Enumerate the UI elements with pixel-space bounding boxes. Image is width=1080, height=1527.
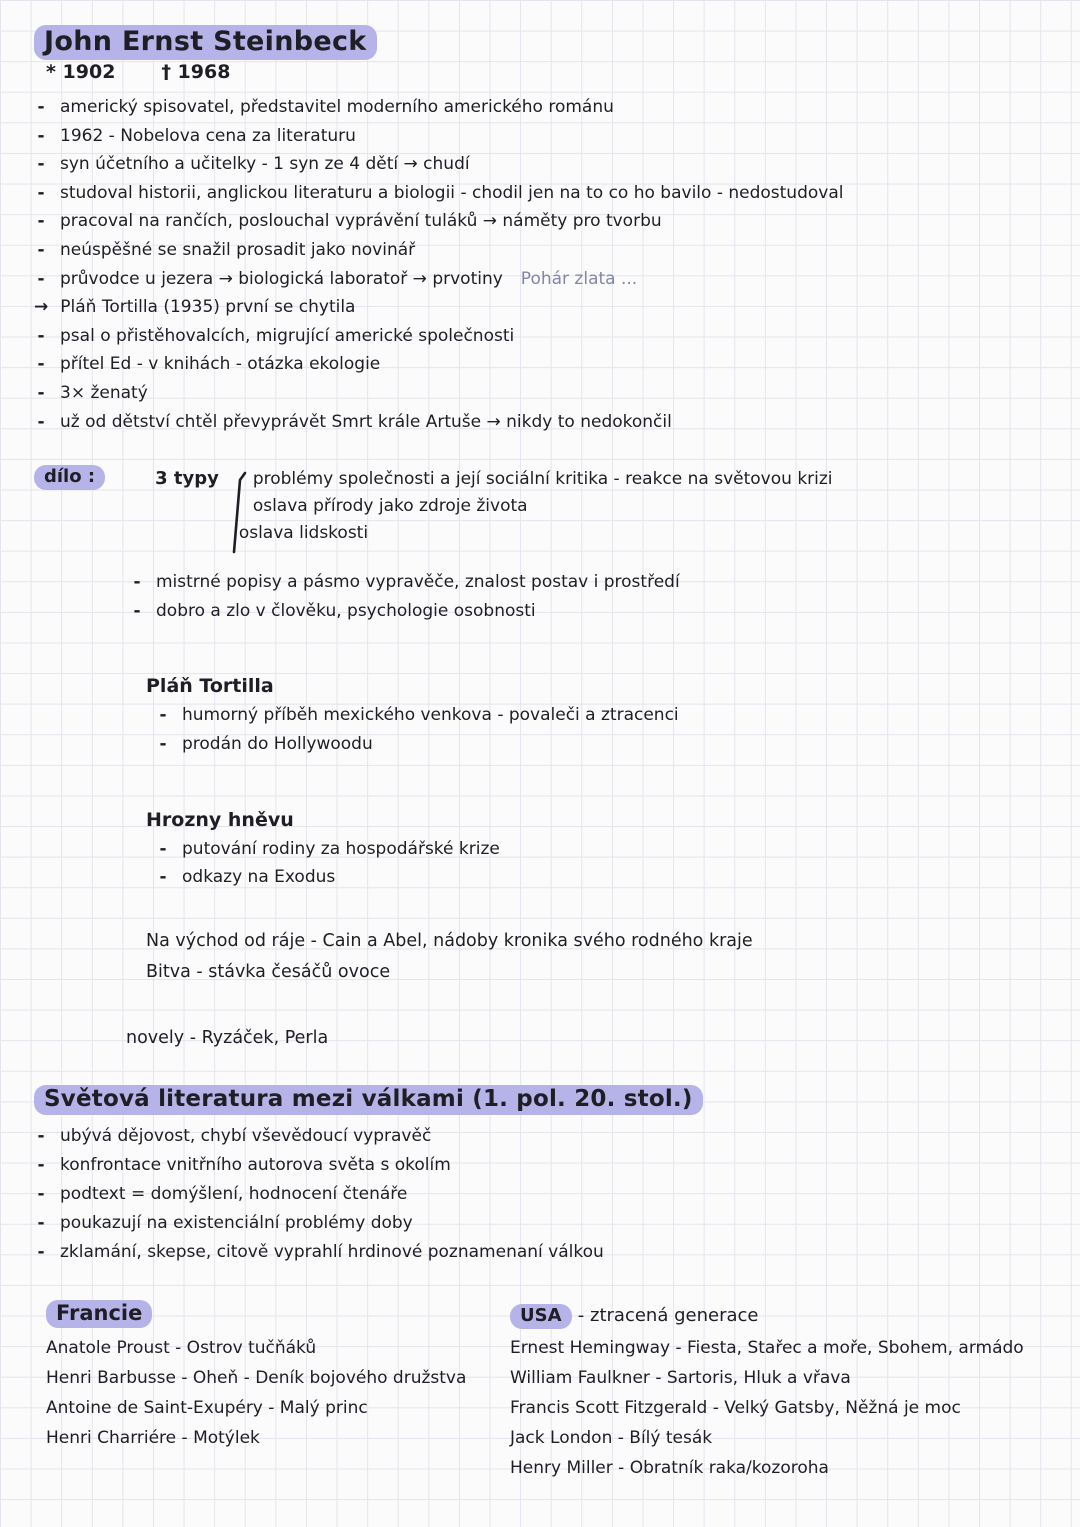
note-text: psal o přistěhovalcích, migrující americké společnosti [60, 325, 515, 346]
note-line [34, 1122, 1050, 1151]
bullet-dash: - [37, 154, 45, 175]
bullet-dash: - [37, 411, 45, 432]
steinbeck-facts-list [34, 93, 1050, 436]
usa-column [510, 1301, 1050, 1483]
note-text: mistrné popisy a pásmo vypravěče, znalost postav i prostředí [156, 572, 680, 593]
note-line [130, 597, 1050, 626]
heading-highlight: Francie [46, 1300, 152, 1328]
bullet-dash: - [37, 268, 45, 289]
dilo-notes-list [130, 568, 1050, 625]
note-line [34, 1180, 1050, 1209]
note-line [34, 1238, 1050, 1267]
bullet-dash: - [37, 325, 45, 346]
bullet-dash: - [37, 1125, 45, 1146]
work-plan-tortilla [146, 671, 1050, 758]
title-highlight: John Ernst Steinbeck [34, 25, 377, 60]
note-line [156, 835, 1050, 864]
death-year: † 1968 [161, 61, 231, 83]
dilo-type [239, 520, 833, 547]
note-text: Pláň Tortilla (1935) první se chytila [60, 297, 356, 318]
france-column [34, 1301, 510, 1483]
heading-highlight: Světová literatura mezi válkami (1. pol. 20. stol.) [34, 1085, 703, 1115]
note-text: syn účetního a učitelky - 1 syn ze 4 dětí → chudí [60, 154, 470, 175]
author-line: Anatole Proust - Ostrov tučňáků [46, 1337, 317, 1358]
note-line [34, 379, 1050, 408]
usa-heading [510, 1301, 1050, 1331]
world-points-list [34, 1122, 1050, 1267]
note-line [34, 265, 1050, 294]
heading-highlight: USA [510, 1304, 572, 1329]
note-text: už od dětství chtěl převyprávět Smrt krále Artuše → nikdy to nedokončil [60, 411, 672, 432]
note-text: Bitva - stávka česáčů ovoce [146, 961, 391, 982]
bullet-dash: - [37, 1183, 45, 1204]
note-line [156, 863, 1050, 892]
dilo-intro: 3 typy [155, 468, 219, 490]
note-text: 1962 - Nobelova cena za literaturu [60, 125, 356, 146]
note-text: Na východ od ráje - Cain a Abel, nádoby kronika svého rodného kraje [146, 930, 753, 951]
note-line [34, 150, 1050, 179]
bullet-dash: - [37, 1154, 45, 1175]
bullet-dash: - [159, 705, 167, 726]
bullet-arrow-icon: → [34, 297, 49, 318]
bullet-dash: - [159, 867, 167, 888]
dilo-section [34, 466, 1050, 554]
bullet-dash: - [159, 733, 167, 754]
dilo-types-list [238, 466, 833, 547]
author-line: Antoine de Saint-Exupéry - Malý princ [46, 1397, 368, 1418]
note-text: neúspěšné se snažil prosadit jako novinář [60, 239, 416, 260]
note-line [34, 1209, 1050, 1238]
note-text: přítel Ed - v knihách - otázka ekologie [60, 354, 381, 375]
bullet-dash: - [133, 572, 141, 593]
note-line [34, 207, 1050, 236]
bullet-dash: - [133, 600, 141, 621]
world-literature-heading [34, 1086, 1050, 1112]
note-line [34, 236, 1050, 265]
novely-line: novely - Ryzáček, Perla [126, 1027, 329, 1048]
author-line: Ernest Hemingway - Fiesta, Stařec a moře, Sbohem, armádo [510, 1337, 1024, 1358]
note-text: odkazy na Exodus [182, 867, 336, 888]
accent-note-pohar-zlata: Pohár zlata ... [520, 268, 638, 289]
note-line [34, 122, 1050, 151]
work-title: Pláň Tortilla [146, 675, 274, 698]
bullet-dash: - [37, 125, 45, 146]
dilo-highlight: dílo : [34, 465, 105, 490]
note-text: putování rodiny za hospodářské krize [182, 838, 500, 859]
france-heading [46, 1301, 510, 1325]
note-line [156, 701, 1050, 730]
bullet-dash: - [37, 239, 45, 260]
bullet-dash: - [37, 182, 45, 203]
other-works [146, 926, 1050, 988]
note-text: dobro a zlo v člověku, psychologie osobnosti [156, 600, 536, 621]
note-text: konfrontace vnitřního autorova světa s okolím [60, 1154, 451, 1175]
author-line: William Faulkner - Sartoris, Hluk a vřava [510, 1367, 851, 1388]
work-title: Hrozny hněvu [146, 808, 294, 831]
note-text: studoval historii, anglickou literaturu a biologii - chodil jen na to co ho bavilo - nedostudoval [60, 182, 844, 203]
bullet-dash: - [37, 1212, 45, 1233]
note-text: zklamání, skepse, citově vyprahlí hrdinové poznamenaní válkou [60, 1241, 604, 1262]
note-text: oslava přírody jako zdroje života [252, 496, 528, 517]
author-line: Jack London - Bílý tesák [510, 1427, 713, 1448]
note-line [130, 568, 1050, 597]
dilo-type [253, 493, 833, 520]
life-dates [46, 61, 1050, 83]
note-line [156, 730, 1050, 759]
bullet-dash: - [37, 354, 45, 375]
dilo-type [253, 466, 833, 493]
note-line [34, 408, 1050, 437]
note-text: pracoval na rančích, poslouchal vyprávění tuláků → náměty pro tvorbu [60, 211, 662, 232]
note-text: 3× ženatý [60, 382, 148, 403]
note-text: oslava lidskosti [238, 523, 369, 544]
note-text: průvodce u jezera → biologická laboratoř → prvotiny [60, 268, 503, 289]
author-line: Henry Miller - Obratník raka/kozoroha [510, 1457, 829, 1478]
note-line [34, 322, 1050, 351]
author-line: Henri Barbusse - Oheň - Deník bojového družstva [46, 1367, 467, 1388]
note-text: humorný příběh mexického venkova - povaleči a ztracenci [182, 705, 679, 726]
note-text: americký spisovatel, představitel moderního amerického románu [60, 97, 614, 117]
bullet-dash: - [37, 382, 45, 403]
dilo-label [34, 466, 105, 487]
note-line [34, 179, 1050, 208]
countries-columns [34, 1301, 1050, 1483]
author-line: Henri Charriére - Motýlek [46, 1427, 260, 1448]
usa-subtitle: - ztracená generace [577, 1304, 759, 1326]
note-line [34, 93, 1050, 122]
bullet-dash: - [159, 838, 167, 859]
note-text: problémy společnosti a její sociální kritika - reakce na světovou krizi [252, 469, 833, 490]
bullet-dash: - [37, 211, 45, 232]
author-line: Francis Scott Fitzgerald - Velký Gatsby, Něžná je moc [510, 1397, 961, 1418]
work-hrozny-hnevu [146, 805, 1050, 892]
birth-year: * 1902 [46, 61, 116, 83]
note-text: ubývá dějovost, chybí vševědoucí vypravěč [60, 1125, 432, 1146]
note-line [34, 293, 1050, 322]
note-line [34, 350, 1050, 379]
note-line [34, 1151, 1050, 1180]
note-text: podtext = domýšlení, hodnocení čtenáře [60, 1183, 408, 1204]
bullet-dash: - [37, 97, 45, 117]
page-title [34, 26, 1050, 57]
note-text: prodán do Hollywoodu [182, 733, 373, 754]
note-text: poukazují na existenciální problémy doby [60, 1212, 413, 1233]
bullet-dash: - [37, 1241, 45, 1262]
